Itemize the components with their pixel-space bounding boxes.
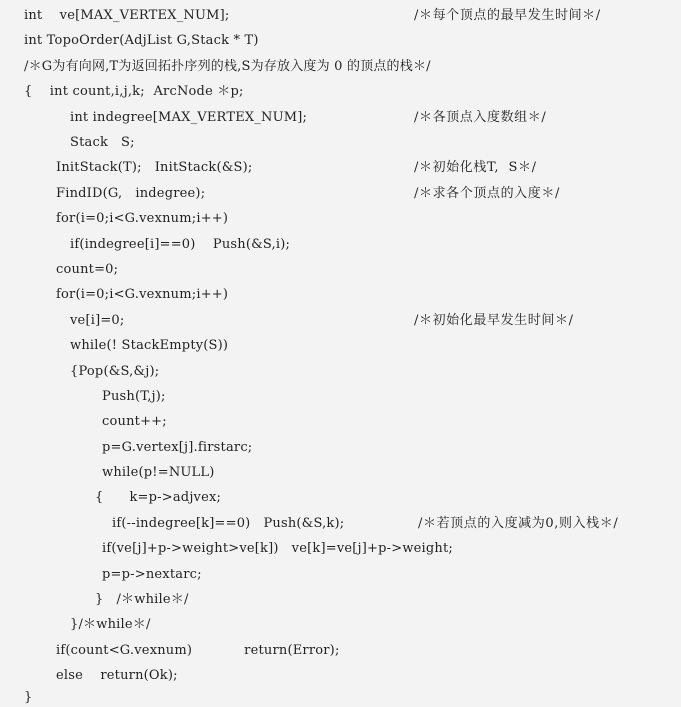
code-line-6: Stack S; [70, 135, 135, 150]
code-line-28: } [24, 690, 33, 705]
comment-indegree-array: /＊各顶点入度数组＊/ [414, 110, 547, 125]
code-line-20: { k=p->adjvex; [95, 490, 222, 505]
code-line-14: while(! StackEmpty(S)) [70, 338, 229, 353]
code-line-5: int indegree[MAX_VERTEX_NUM]; [70, 110, 308, 125]
code-line-25: }/＊while＊/ [70, 617, 151, 632]
code-line-3: /＊G为有向网,T为返回拓扑序列的栈,S为存放入度为 0 的顶点的栈＊/ [24, 59, 431, 74]
code-line-17: count++; [102, 414, 167, 429]
code-line-23: p=p->nextarc; [102, 567, 202, 582]
code-line-19: while(p!=NULL) [102, 465, 215, 480]
comment-push-zero-indegree: /＊若顶点的入度减为0,则入栈＊/ [418, 516, 619, 531]
comment-find-indegree: /＊求各个顶点的入度＊/ [414, 186, 560, 201]
code-line-8: FindID(G, indegree); [56, 186, 206, 201]
comment-earliest-time: /＊每个顶点的最早发生时间＊/ [414, 8, 601, 23]
code-line-12: for(i=0;i<G.vexnum;i++) [56, 287, 229, 302]
code-line-15: {Pop(&S,&j); [70, 364, 160, 379]
code-line-1: int ve[MAX_VERTEX_NUM]; [24, 8, 230, 23]
code-line-9: for(i=0;i<G.vexnum;i++) [56, 211, 229, 226]
code-line-22: if(ve[j]+p->weight>ve[k]) ve[k]=ve[j]+p->weight; [102, 541, 454, 556]
code-line-24: } /＊while＊/ [95, 592, 189, 607]
code-line-27: else return(Ok); [56, 668, 178, 683]
code-line-18: p=G.vertex[j].firstarc; [102, 440, 253, 455]
code-line-13: ve[i]=0; [70, 313, 125, 328]
code-line-7: InitStack(T); InitStack(&S); [56, 160, 253, 175]
comment-init-earliest: /＊初始化最早发生时间＊/ [414, 313, 574, 328]
code-line-11: count=0; [56, 262, 119, 277]
code-line-26: if(count<G.vexnum) return(Error); [56, 643, 340, 658]
code-line-16: Push(T,j); [102, 389, 166, 404]
code-line-10: if(indegree[i]==0) Push(&S,i); [70, 237, 291, 252]
code-line-2: int TopoOrder(AdjList G,Stack * T) [24, 33, 259, 48]
code-line-4: { int count,i,j,k; ArcNode ＊p; [24, 84, 244, 99]
code-line-21: if(--indegree[k]==0) Push(&S,k); [112, 516, 345, 531]
comment-init-stack: /＊初始化栈T, S＊/ [414, 160, 537, 175]
